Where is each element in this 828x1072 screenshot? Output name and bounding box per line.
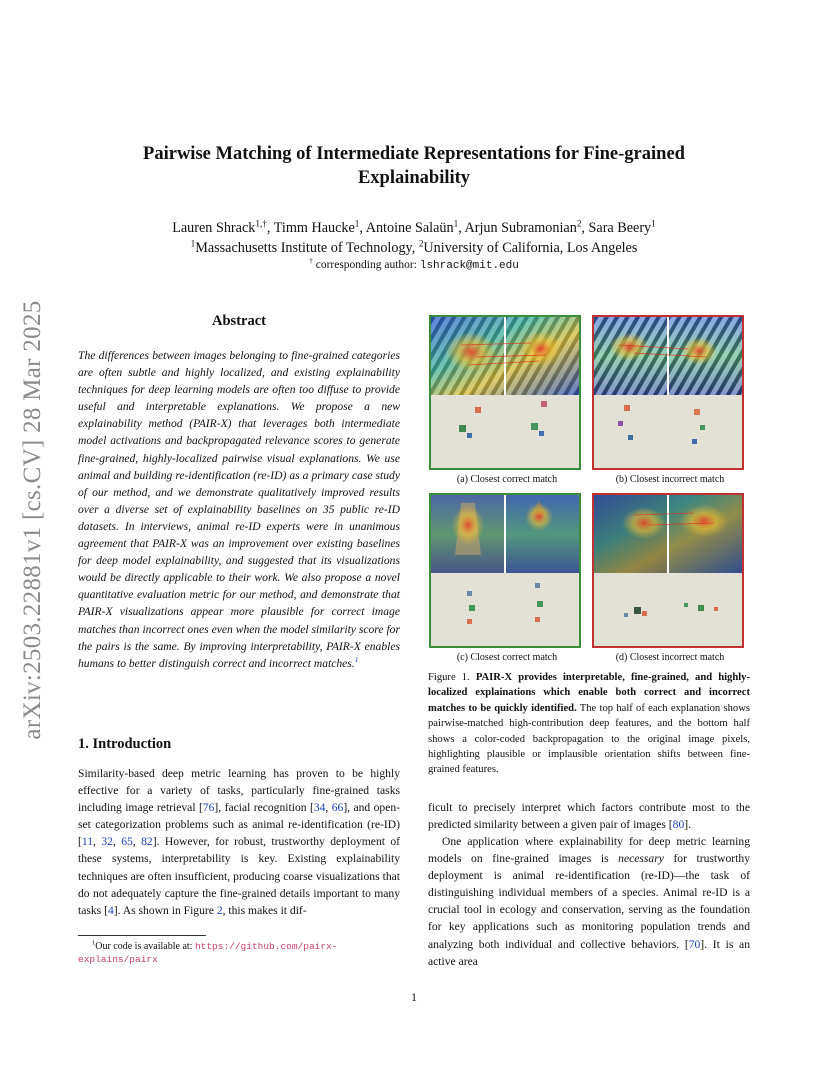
author-block: Lauren Shrack$^{1,\dagger}$, Timm Haucke$^1$, Antoine Salaün$^1$, Arjun Subramonian$^2$, Sara Beery$^1$ $^1$Massachusetts Institute of Technology, $^2$University of California, Los Angeles [100,218,728,258]
citation-link[interactable]: 70 [688,937,701,951]
footnote-rule [78,935,206,936]
abstract-text: The differences between images belonging to fine-grained categories are often subtle and highly localized, and existing explainability techniques for deep learning models are often too diffuse to provide useful and interpretable explanations. We propose a new explainability method (PAIR-X) that leverages both intermediate model activations and backpropagated relevance scores to generate fine-grained, highly-localized pairwise visual explanations. We use animal and building re-identification (re-ID) as a primary case study of our method, and we demonstrate qualitatively improved results over a diverse set of explainability baselines on 35 public re-ID datasets. In interviews, animal re-ID experts were in unanimous agreement that PAIR-X was an improvement over existing baselines for deep model explainability, and suggested that its visualizations would be directly applicable to their work. We also propose a novel quantitative evaluation metric for our method, and demonstrate that PAIR-X visualizations appear more plausible for correct image matches than incorrect ones even when the model similarity score for the pairs is the same. By improving interpretability, PAIR-X enables humans to better distinguish correct and incorrect matches.$^1$ [78,349,400,670]
author-name: Arjun Subramonian [464,220,577,236]
backprop-visualization [431,395,579,470]
figure-link[interactable]: 2 [216,903,223,917]
author-name: Lauren Shrack [172,220,256,236]
citation-link[interactable]: 82 [141,835,153,849]
affiliations: $^1$Massachusetts Institute of Technology, $^2$University of California, Los Angeles [190,238,638,256]
backprop-visualization [594,573,742,648]
zebra-heatmap-image [594,317,742,395]
abstract-heading: Abstract [212,313,266,329]
author-name: Sara Beery [588,220,652,236]
citation-link[interactable]: 65 [121,835,133,849]
citation-link[interactable]: 32 [101,835,113,849]
citation-link[interactable]: 80 [672,818,685,832]
subcaption-b: (b) Closest incorrect match [615,474,725,485]
arxiv-identifier: arXiv:2503.22881v1 [cs.CV] 28 Mar 2025 [19,300,46,740]
citation-link[interactable]: 11 [81,835,94,849]
corresponding-author: † corresponding author: lshrack@mit.edu [309,256,519,272]
citation-link[interactable]: 34 [313,801,326,815]
zebra-heatmap-image [431,317,579,395]
author-name: Timm Haucke [273,220,355,236]
paper-title: Pairwise Matching of Intermediate Representations for Fine-grained Explainability [143,144,685,188]
figure-panel-a [429,315,581,470]
figure-panel-c [429,493,581,648]
citation-link[interactable]: 76 [202,801,215,815]
figure-panel-d [592,493,744,648]
footnote: $^1$Our code is available at: https://github.com/pairx-explains/pairx [78,939,338,965]
building-heatmap-image [594,495,742,573]
figure-panel-b [592,315,744,470]
footnote-ref[interactable]: 1 [354,654,359,664]
subcaption-c: (c) Closest correct match [456,652,558,663]
code-url-link[interactable]: https://github.com/pairx-explains/pairx [78,941,338,965]
building-heatmap-image [431,495,579,573]
subcaption-d: (d) Closest incorrect match [615,652,725,663]
intro-paragraph-continued: ficult to precisely interpret which factors contribute most to the predicted similarity between a given pair of images [80]. [428,801,750,832]
page-number: 1 [411,990,417,1004]
section-heading-introduction: 1. Introduction [78,736,172,752]
intro-paragraph: Similarity-based deep metric learning has proven to be highly effective for a variety of tasks, particularly fine-grained tasks including image retrieval [76], facial recognition [34, 66], and open-set categorization problems such as animal re-identification (re-ID) [11, 32, 65, 82]. However, for robust, trustworthy deployment of these systems, interpretability is key. Existing explainability techniques are often insufficient, producing coarse visualizations that do not adequately capture the fine-grained details important to many tasks [4]. As shown in Figure 2, this makes it dif- [78,767,401,917]
email-link[interactable]: lshrack@mit.edu [419,260,519,272]
author-name: Antoine Salaün [365,220,454,236]
backprop-visualization [594,395,742,470]
intro-paragraph: One application where explainability for deep metric learning models on fine-grained images is necessary for trustworthy deployment is animal re-identification (re-ID)—the task of distinguishing individual members of a species. Animal re-ID is a crucial tool in ecology and conservation, serving as the foundation for key applications such as monitoring population trends and analyzing both individual and collective behaviors. [70]. It is an active area [428,835,750,968]
figure-caption: Figure 1. PAIR-X provides interpretable, fine-grained, and highly-localized explainations which enable both correct and incorrect matches to be quickly identified. The top half of each explanation shows pairwise-matched high-contribution deep features, and the bottom half shows a color-coded backpropagation to the original image pixels, highlighting plausible or implausible orientation shifts between fine-grained features. [428,672,750,776]
citation-link[interactable]: 66 [331,801,344,815]
subcaption-a: (a) Closest correct match [456,474,558,485]
citation-link[interactable]: 4 [107,903,114,917]
backprop-visualization [431,573,579,648]
